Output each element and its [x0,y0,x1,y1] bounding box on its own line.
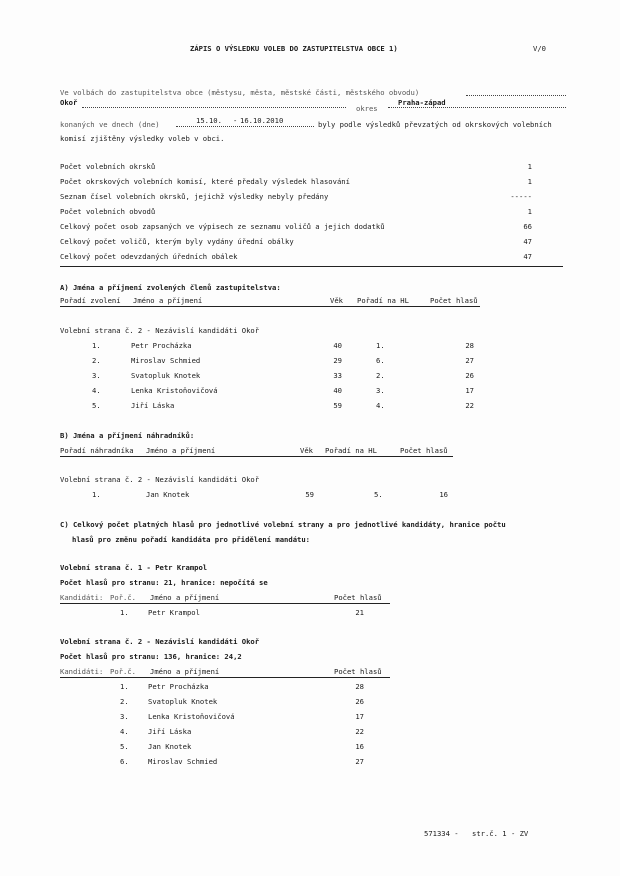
divider [60,456,453,457]
dotted-fill [388,107,566,108]
member-votes: 26 [465,371,474,380]
candidate-votes: 26 [355,697,364,706]
summary-value: ----- [510,192,532,201]
member-hl: 4. [376,401,385,410]
section-a-heading: A) Jména a příjmení zvolených členů zastupitelstva: [60,283,281,292]
section-b-party: Volební strana č. 2 - Nezávislí kandidáti Okoř [60,475,260,484]
member-hl: 2. [376,371,385,380]
dotted-fill [82,107,346,108]
section-b-col-name: Jméno a příjmení [146,446,216,455]
candidate-name: Petr Procházka [148,682,209,691]
col-votes: Počet hlasů [334,593,382,602]
col-name: Jméno a příjmení [150,593,220,602]
member-hl: 3. [376,386,385,395]
section-b-col-votes: Počet hlasů [400,446,448,455]
member-order: 1. [92,341,101,350]
candidate-name: Svatopluk Knotek [148,697,218,706]
candidate-por: 5. [120,742,129,751]
member-name: Lenka Kristoňovičová [131,386,218,395]
candidate-por: 2. [120,697,129,706]
candidate-por: 3. [120,712,129,721]
candidate-por: 1. [120,682,129,691]
section-a-party: Volební strana č. 2 - Nezávislí kandidáti Okoř [60,326,260,335]
divider [60,603,390,604]
member-name: Jiří Láska [131,401,175,410]
summary-value: 1 [527,162,532,171]
member-order: 3. [92,371,101,380]
section-a-col-votes: Počet hlasů [430,296,478,305]
candidate-name: Miroslav Schmied [148,757,218,766]
section-a-col-hl: Pořadí na HL [357,296,409,305]
divider [60,677,390,678]
section-a-col-age: Věk [330,296,343,305]
okres-name: Praha-západ [398,98,446,107]
date-separator: - [233,116,238,125]
col-kandidati: Kandidáti: [60,667,104,676]
summary-value: 1 [527,207,532,216]
candidate-name: Jiří Láska [148,727,192,736]
col-por: Poř.č. [110,593,136,602]
member-age: 29 [333,356,342,365]
section-b-col-age: Věk [300,446,313,455]
candidate-name: Petr Krampol [148,608,200,617]
section-c-heading-line1: C) Celkový počet platných hlasů pro jednotlivé volební strany a pro jednotlivé kandidáty, hranice počtu [60,520,506,529]
date-to: 16.10.2010 [240,116,284,125]
summary-label: Celkový počet odevzdaných úředních obálek [60,252,238,261]
member-name: Petr Procházka [131,341,192,350]
col-votes: Počet hlasů [334,667,382,676]
section-a-col-name: Jméno a příjmení [133,296,203,305]
summary-label: Seznam čísel volebních okrsků, jejichž výsledky nebyly předány [60,192,329,201]
col-name: Jméno a příjmení [150,667,220,676]
candidate-votes: 21 [355,608,364,617]
member-name: Svatopluk Knotek [131,371,201,380]
party-title: Volební strana č. 2 - Nezávislí kandidáti Okoř [60,637,260,646]
substitute-hl: 5. [374,490,383,499]
summary-value: 1 [527,177,532,186]
substitute-name: Jan Knotek [146,490,190,499]
section-a-col-order: Pořadí zvolení [60,296,121,305]
form-code: V/0 [533,44,546,53]
col-kandidati: Kandidáti: [60,593,104,602]
member-votes: 22 [465,401,474,410]
candidate-por: 4. [120,727,129,736]
candidate-por: 1. [120,608,129,617]
candidate-name: Lenka Kristoňovičová [148,712,235,721]
summary-label: Celkový počet voličů, kterým byly vydány úřední obálky [60,237,294,246]
section-b-col-order: Pořadí náhradníka [60,446,134,455]
obec-name: Okoř [60,98,78,107]
summary-label: Počet okrskových volebních komisí, které předaly výsledek hlasování [60,177,350,186]
substitute-age: 59 [305,490,314,499]
summary-value: 47 [523,252,532,261]
member-order: 2. [92,356,101,365]
member-age: 40 [333,386,342,395]
intro-line3-suffix: byly podle výsledků převzatých od okrskových volebních [318,120,552,129]
divider [60,306,480,307]
summary-value: 47 [523,237,532,246]
member-order: 4. [92,386,101,395]
summary-label: Celkový počet osob zapsaných ve výpisech ze seznamu voličů a jejich dodatků [60,222,385,231]
footer-code: 571334 - [424,829,459,838]
candidate-votes: 17 [355,712,364,721]
date-prefix: konaných ve dnech (dne) [60,120,160,129]
candidate-votes: 22 [355,727,364,736]
member-age: 33 [333,371,342,380]
member-votes: 27 [465,356,474,365]
member-order: 5. [92,401,101,410]
member-age: 40 [333,341,342,350]
party-title: Volební strana č. 1 - Petr Krampol [60,563,208,572]
summary-label: Počet volebních obvodů [60,207,156,216]
member-hl: 6. [376,356,385,365]
summary-value: 66 [523,222,532,231]
member-votes: 28 [465,341,474,350]
divider [60,266,563,267]
candidate-votes: 28 [355,682,364,691]
section-b-col-hl: Pořadí na HL [325,446,377,455]
party-summary: Počet hlasů pro stranu: 136, hranice: 24,2 [60,652,242,661]
section-c-heading-line2: hlasů pro změnu pořadí kandidáta pro přidělení mandátu: [72,535,310,544]
candidate-votes: 27 [355,757,364,766]
col-por: Poř.č. [110,667,136,676]
section-b-heading: B) Jména a příjmení náhradníků: [60,431,195,440]
summary-label: Počet volebních okrsků [60,162,156,171]
footer-page: str.č. 1 - ZV [472,829,529,838]
intro-line1: Ve volbách do zastupitelstva obce (městysu, města, městské části, městského obvodu) [60,88,420,97]
intro-line4: komisí zjištěny výsledky voleb v obci. [60,134,225,143]
candidate-por: 6. [120,757,129,766]
member-hl: 1. [376,341,385,350]
substitute-votes: 16 [439,490,448,499]
substitute-order: 1. [92,490,101,499]
candidate-name: Jan Knotek [148,742,192,751]
member-age: 59 [333,401,342,410]
dotted-fill [176,126,314,127]
okres-label: okres [356,104,378,113]
dotted-fill [466,95,566,96]
document-title: ZÁPIS O VÝSLEDKU VOLEB DO ZASTUPITELSTVA OBCE 1) [190,44,398,53]
member-votes: 17 [465,386,474,395]
date-from: 15.10. [196,116,222,125]
candidate-votes: 16 [355,742,364,751]
party-summary: Počet hlasů pro stranu: 21, hranice: nepočítá se [60,578,268,587]
member-name: Miroslav Schmied [131,356,201,365]
